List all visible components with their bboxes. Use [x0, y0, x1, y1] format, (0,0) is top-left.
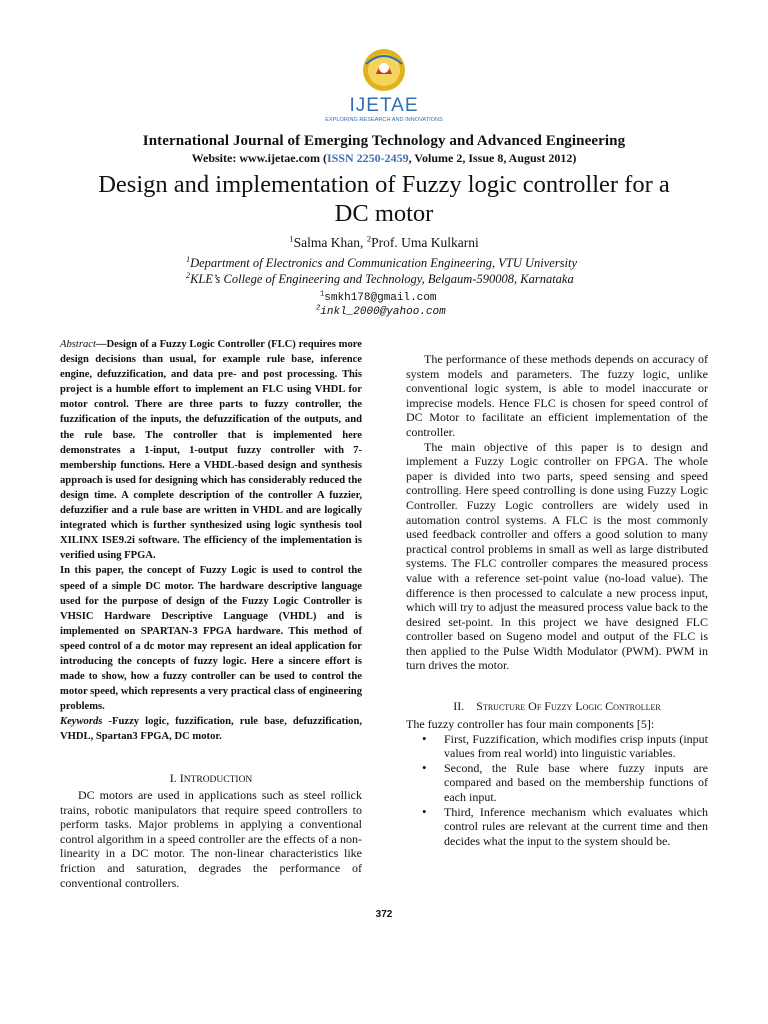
email2-sup: 2: [316, 304, 321, 313]
affil2-sup: 2: [186, 270, 191, 280]
authors: [0, 235, 768, 251]
page-number: 372: [375, 909, 393, 920]
list-item: • First, Fuzzification, which modifies crisp inputs (input values from real world) into linguistic variables.: [444, 732, 708, 761]
logo-text: IJETAE: [349, 95, 419, 116]
email-1[interactable]: [320, 292, 437, 304]
abstract-label: Abstract: [60, 339, 96, 350]
sec2-heading: Structure Of Fuzzy Logic Controller: [476, 699, 661, 713]
abstract-section: [60, 337, 362, 745]
intro-heading-first: I: [179, 771, 184, 785]
author-2: Prof. Uma Kulkarni: [371, 235, 479, 250]
journal-title: International Journal of Emerging Technology and Advanced Engineering: [142, 133, 626, 149]
journal-website-line: [0, 151, 768, 166]
website-prefix: Website: www.ijetae.com (: [191, 151, 327, 165]
right-paragraph-2: The main objective of this paper is to design and implement a Fuzzy Logic controller on FPGA. The whole paper is divided into two parts, speed sensing and speed controlling. Here speed controlling is done using Fuzzy Logic Controller. Fuzzy Logic controllers are widely used in automation control systems. A FLC is the most commonly used feedback controller and offers a good solution to many practical control problems in small as well as large distributed systems. The FLC controller compares the measured process value with a reference set-point value (no-load value). The difference is then processed to calculate a new process input, which will try to adjust the measured process value back to the desired set-point. In this project we have designed FLC controller based on Sugeno model and output of the FLC is then applied to the Pulse Width Modulator (PWM). PWM in turn drives the motor.: [406, 439, 708, 673]
author-1: Salma Khan,: [293, 235, 367, 250]
abstract-paragraph-2: In this paper, the concept of Fuzzy Logic is used to control the speed of a simple DC motor. The hardware descriptive language used for the purpose of design of the Fuzzy Logic Controller is VHSIC Hardware Descriptive Language (VHDL) and is implemented on SPARTAN-3 FPGA hardware. This method of speed control of a dc motor may represent an ideal application for introducing the concepts of fuzzy logic. Here a sincere effort is made to show, how a fuzzy controller can be used to control the motor speed, which represents a very practical class of engineering problems.: [60, 565, 362, 713]
abstract-text-1: Design of a Fuzzy Logic Controller (FLC) requires more design decisions than usual, for example rule base, inference engine, defuzzification, and data pre- and post processing. This project is a humble effort to implement an FLC using VHDL for motor control. There are three parts to fuzzy controller, the fuzzification of the inputs, the defuzzification of the outputs, and the rule base. The controller that is implemented here demonstrates a 1-input, 1-output fuzzy controller with 7-membership functions. Here a VHDL-based design and synthesis approach is used for designing which has considerably reduced the design time. A complete description of the controller A fuzzier, defuzzifier and a rule base are written in VHDL and are logically integrated which is further synthesized using logic synthesis tool XILINX ISE9.2i software. The efficiency of the implementation is verified using FPGA.: [60, 339, 362, 562]
email1-sup: 1: [320, 290, 325, 299]
website-suffix: , Volume 2, Issue 8, August 2012): [408, 151, 577, 165]
keywords-text: -Fuzzy logic, fuzzification, rule base, defuzzification, VHDL, Spartan3 FPGA, DC motor.: [60, 716, 362, 743]
keywords-label: Keywords: [60, 716, 103, 728]
journal-logo: [306, 48, 462, 124]
issn-link[interactable]: ISSN 2250-2459: [326, 151, 409, 165]
structure-body: [406, 717, 708, 848]
affil1-sup: 1: [186, 254, 191, 264]
affil1-text: Department of Electronics and Communication Engineering, VTU University: [190, 256, 578, 270]
right-paragraph-1: The performance of these methods depends on accuracy of system models and parameters. The fuzzy logic, unlike conventional logic system, is able to model inaccurate or imprecise models. Hence FLC is chosen for speed control of DC Motor to facilitate an efficient implementation of the controller.: [406, 352, 708, 439]
email2-text[interactable]: inkl_2000@yahoo.com: [320, 306, 446, 318]
section-heading-introduction: [60, 771, 362, 786]
keywords: [60, 714, 362, 744]
author1-sup: 1: [289, 233, 294, 244]
paper-title-line-2: DC motor: [334, 200, 434, 227]
email-2[interactable]: [316, 306, 446, 318]
right-column-body: [406, 352, 708, 673]
author2-sup: 2: [366, 233, 372, 244]
introduction-paragraph: DC motors are used in applications such as steel rollick trains, robotic manipulators that require speed controllers to perform tasks. Major problems in applying a conventional control algorithm in a speed controller are the effects of a non-linearity in a DC motor. The non-linear characteristics like friction and saturation, degrades the performance of conventional controllers.: [60, 788, 362, 890]
abstract-dash: —: [95, 339, 107, 350]
list-item: • Second, the Rule base where fuzzy inputs are compared and based on the membership functions of each input.: [444, 761, 708, 805]
abstract-paragraph-1: [60, 337, 362, 563]
affil2-text: KLE’s College of Engineering and Technology, Belgaum-590008, Karnataka: [190, 272, 574, 286]
intro-heading-rest: NTRODUCTION: [183, 775, 253, 785]
paper-title-line-1: Design and implementation of Fuzzy logic controller for a: [98, 171, 670, 198]
logo-emblem-icon: [363, 49, 405, 91]
affiliation-1: [186, 256, 606, 271]
introduction-body: [60, 788, 362, 890]
logo-tagline: EXPLORING RESEARCH AND INNOVATIONS: [325, 117, 443, 123]
structure-intro: The fuzzy controller has four main components [5]:: [406, 717, 655, 731]
intro-number: I.: [169, 771, 180, 785]
paper-title: [0, 170, 768, 228]
components-list: [406, 732, 708, 849]
email1-text[interactable]: smkh178@gmail.com: [324, 292, 437, 304]
sec2-number: II.: [453, 699, 477, 713]
affiliation-2: [186, 272, 606, 287]
section-heading-structure: [406, 699, 708, 714]
list-item: • Third, Inference mechanism which evaluates which control rules are relevant at the current time and then decides what the input to the system should be.: [444, 805, 708, 849]
